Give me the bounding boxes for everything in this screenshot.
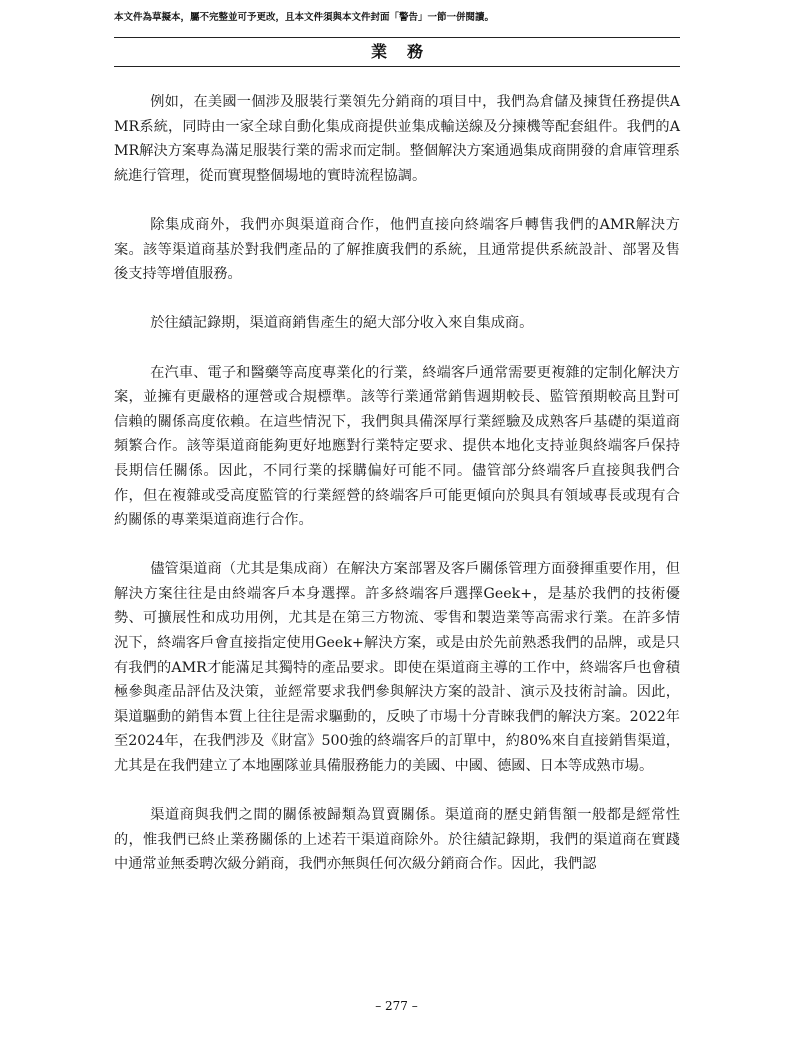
paragraph-5: 儘管渠道商（尤其是集成商）在解決方案部署及客戶關係管理方面發揮重要作用，但解決方案往往是由終端客戶本身選擇。許多終端客戶選擇Geek+，是基於我們的技術優勢、可擴展性和成功用例，尤其是在第三方物流、零售和製造業等高需求行業。在許多情況下，終端客戶會直接指定使用Geek+解決方案，或是由於先前熟悉我們的品牌，或是只有我們的AMR才能滿足其獨特的產品要求。即使在渠道商主導的工作中，終端客戶也會積極參與產品評估及決策，並經常要求我們參與解決方案的設計、演示及技術討論。因此，渠道驅動的銷售本質上往往是需求驅動的，反映了市場十分青睞我們的解決方案。2022年至2024年，在我們涉及《財富》500強的終端客戶的訂單中，約80%來自直接銷售渠道，尤其是在我們建立了本地團隊並具備服務能力的美國、中國、德國、日本等成熟市場。	[114, 561, 680, 775]
paragraph-2: 除集成商外，我們亦與渠道商合作，他們直接向終端客戶轉售我們的AMR解決方案。該等渠道商基於對我們產品的了解推廣我們的系統，且通常提供系統設計、部署及售後支持等增值服務。	[114, 216, 680, 283]
paragraph-4: 在汽車、電子和醫藥等高度專業化的行業，終端客戶通常需要更複雜的定制化解決方案，並擁有更嚴格的運營或合規標準。該等行業通常銷售週期較長、監管預期較高且對可信賴的關係高度依賴。在這些情況下，我們與具備深厚行業經驗及成熟客戶基礎的渠道商頻繁合作。該等渠道商能夠更好地應對行業特定要求、提供本地化支持並與終端客戶保持長期信任關係。因此，不同行業的採購偏好可能不同。儘管部分終端客戶直接與我們合作，但在複雜或受高度監管的行業經營的終端客戶可能更傾向於與具有領域專長或現有合約關係的專業渠道商進行合作。	[114, 364, 680, 529]
header-rule	[114, 37, 680, 38]
paragraph-6: 渠道商與我們之間的關係被歸類為買賣關係。渠道商的歷史銷售額一般都是經常性的，惟我們已終止業務關係的上述若干渠道商除外。於往績記錄期，我們的渠道商在實踐中通常並無委聘次級分銷商，我們亦無與任何次級分銷商合作。因此，我們認	[114, 807, 680, 873]
body-text	[114, 90, 680, 902]
paragraph-1: 例如，在美國一個涉及服裝行業領先分銷商的項目中，我們為倉儲及揀貨任務提供AMR系統，同時由一家全球自動化集成商提供並集成輸送線及分揀機等配套組件。我們的AMR解決方案專為滿足服裝行業的需求而定制。整個解決方案通過集成商開發的倉庫管理系統進行管理，從而實現整個場地的實時流程協調。	[114, 94, 680, 184]
title-rule	[114, 66, 680, 67]
paragraph-3: 於往績記錄期，渠道商銷售產生的絕大部分收入來自集成商。	[150, 315, 534, 332]
draft-disclaimer: 本文件為草擬本，屬不完整並可予更改，且本文件須與本文件封面「警告」一節一併閱讀。	[114, 12, 495, 23]
section-title: 業務	[370, 42, 443, 61]
page-number: – 277 –	[375, 999, 418, 1013]
